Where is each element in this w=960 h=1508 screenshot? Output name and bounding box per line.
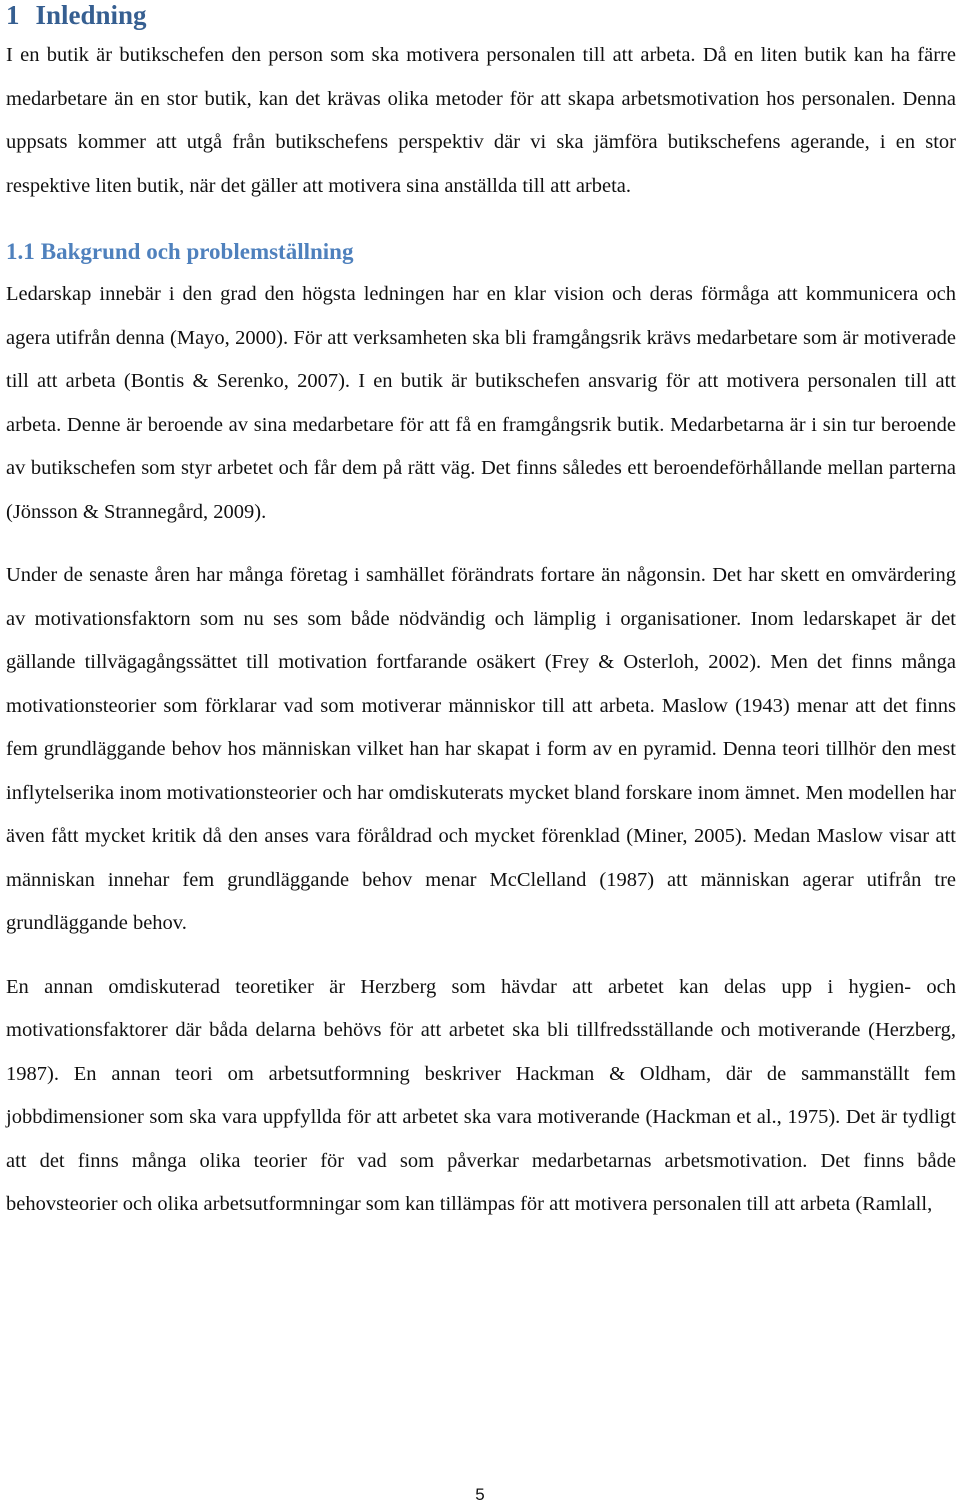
intro-paragraph: I en butik är butikschefen den person som ska motivera personalen till att arbeta. Då en liten butik kan ha färre medarbetare än en stor butik, kan det krävas olika metoder för att skapa arbetsmotivation hos personalen. Denna uppsats kommer att utgå från butikschefens perspektiv där vi ska jämföra butikschefens agerande, i en stor respektive liten butik, när det gäller att motivera sina anställda till att arbeta.: [6, 44, 956, 197]
body-paragraph: Ledarskap innebär i den grad den högsta ledningen har en klar vision och deras förmåga att kommunicera och agera utifrån denna (Mayo, 2000). För att verksamheten ska bli framgångsrik krävs medarbetare som är motiverade till att arbeta (Bontis & Serenko, 2007). I en butik är butikschefen ansvarig för att motivera personalen till att arbeta. Denne är beroende av sina medarbetare för att få en framgångsrik butik. Medarbetarna är i sin tur beroende av butikschefen som styr arbetet och får dem på rätt väg. Det finns således ett beroendeförhållande mellan parterna (Jönsson & Strannegård, 2009).: [6, 283, 956, 523]
section-number: 1: [6, 0, 20, 30]
section-heading: [6, 0, 956, 34]
subsection-title: Bakgrund och problemställning: [40, 239, 354, 264]
body-paragraph: Under de senaste åren har många företag i samhället förändrats fortare än någonsin. Det har skett en omvärdering av motivationsfaktorn som nu ses som både nödvändig och lämplig i organisationer. Inom ledarskapet är det gällande tillvägagångssättet till motivation fortfarande osäkert (Frey & Osterloh, 2002). Men det finns många motivationsteorier som förklarar vad som motiverar människor till att arbeta. Maslow (1943) menar att det finns fem grundläggande behov hos människan vilket han har skapat i form av en pyramid. Denna teori tillhör den mest inflytelserika inom motivationsteorier och har omdiskuterats mycket bland forskare inom ämnet. Men modellen har även fått mycket kritik då den anses vara föråldrad och mycket förenklad (Miner, 2005). Medan Maslow visar att människan innehar fem grundläggande behov menar McClelland (1987) att människan agerar utifrån tre grundläggande behov.: [6, 564, 956, 934]
body-paragraph: En annan omdiskuterad teoretiker är Herzberg som hävdar att arbetet kan delas upp i hygien- och motivationsfaktorer där båda delarna behövs för att arbetet ska bli tillfredsställande och motiverande (Herzberg, 1987). En annan teori om arbetsutformning beskriver Hackman & Oldham, där de sammanställt fem jobbdimensioner som ska vara uppfyllda för att arbetet ska vara motiverande (Hackman et al., 1975). Det är tydligt att det finns många olika teorier för vad som påverkar medarbetarnas arbetsmotivation. Det finns både behovsteorier och olika arbetsutformningar som kan tillämpas för att motivera personalen till att arbeta (Ramlall,: [6, 975, 956, 1215]
section-title: Inledning: [35, 0, 147, 30]
document-page: [6, 0, 956, 1227]
subsection-heading: [6, 230, 956, 273]
page-number: 5: [475, 1485, 485, 1504]
subsection-number: 1.1: [6, 239, 35, 264]
